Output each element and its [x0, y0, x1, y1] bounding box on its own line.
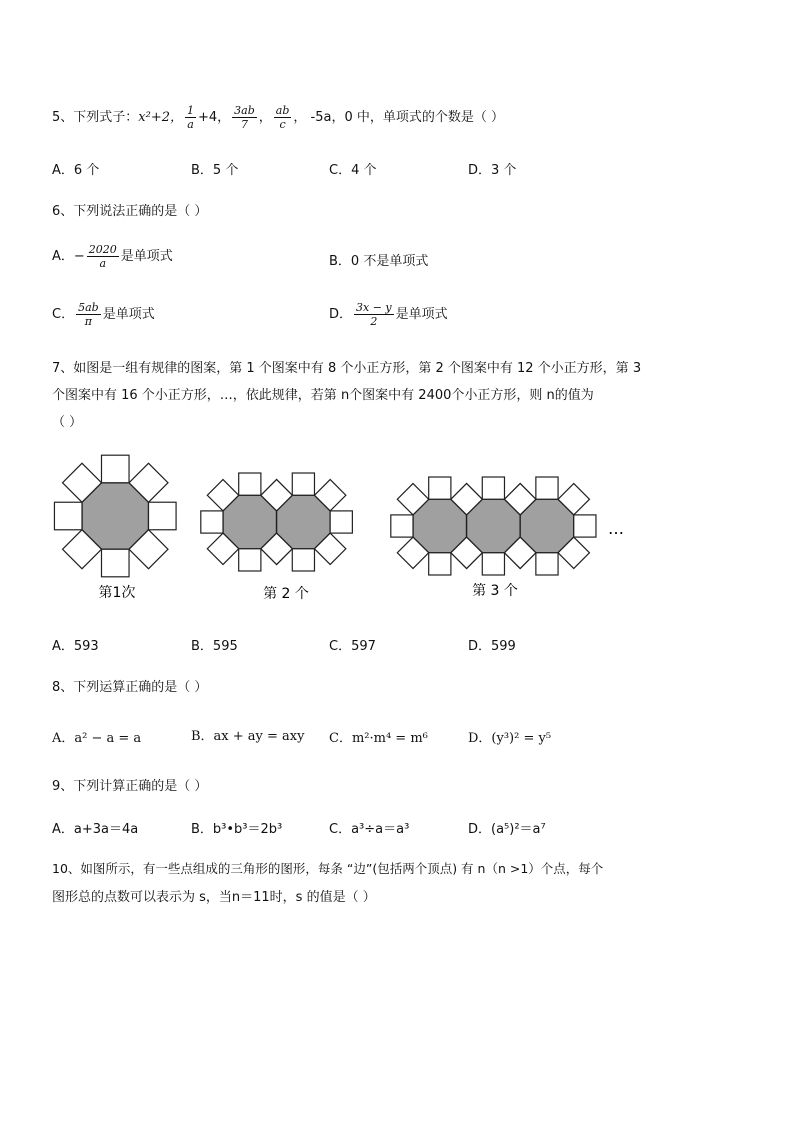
small-square [330, 511, 352, 533]
q6-d-frac [354, 301, 394, 328]
q5-frac-2-den: 7 [240, 118, 248, 131]
small-square [101, 549, 129, 577]
q6-c-den: π [84, 315, 92, 328]
small-square [429, 553, 451, 575]
q8-option-b: B．ax + ay = axy [191, 729, 305, 744]
q5-expr-1: x²+2， [138, 110, 183, 125]
q6-a-den: a [99, 257, 107, 270]
q5-sep-2: ， [293, 110, 307, 125]
pattern-2 [201, 473, 353, 571]
small-square [239, 549, 261, 571]
q6-a-label: A．− [52, 249, 85, 264]
q8-option-c: C．m²·m⁴ = m⁶ [329, 731, 428, 746]
q6-a-num: 2020 [88, 243, 117, 256]
small-square [201, 511, 223, 533]
q5-prefix: 5、下列式子： [52, 110, 139, 125]
q5-frac-3-num: ab [275, 104, 290, 117]
q6-d-den: 2 [370, 315, 378, 328]
q9-option-d: D．(a⁵)²＝a⁷ [468, 822, 546, 837]
q5-frac-1-num: 1 [187, 104, 194, 117]
q9-option-c: C．a³÷a＝a³ [329, 822, 410, 837]
pattern-ellipsis: … [608, 519, 624, 538]
question-6-stem: 6、下列说法正确的是（ ） [52, 204, 208, 219]
q5-frac-2 [232, 104, 257, 131]
pattern-3 [391, 477, 596, 575]
q6-a-tail: 是单项式 [120, 249, 173, 264]
q5-frac-1-den: a [187, 118, 194, 131]
q10-stem-line-2: 图形总的点数可以表示为 s，当n＝11时，s 的值是（ ） [52, 890, 376, 905]
q9-option-b: B．b³•b³＝2b³ [191, 822, 283, 837]
q9-option-a: A．a+3a＝4a [52, 822, 139, 837]
q7-stem-line-1: 7、如图是一组有规律的图案，第 1 个图案中有 8 个小正方形，第 2 个图案中有 12 个小正方形，第 3 [52, 361, 642, 376]
q5-frac-3 [274, 104, 292, 131]
q7-option-b: B．595 [191, 639, 238, 654]
q5-option-b: B．5 个 [191, 163, 239, 178]
q7-pattern-figure [0, 440, 794, 610]
q6-option-b: B．0 不是单项式 [329, 254, 429, 269]
q6-c-frac [76, 301, 101, 328]
small-square [101, 455, 129, 483]
q6-a-frac [87, 243, 119, 270]
q5-option-d: D．3 个 [468, 163, 517, 178]
q8-option-a: A．a² − a = a [52, 731, 142, 746]
question-5-stem [52, 104, 504, 131]
q6-d-num: 3x − y [356, 301, 392, 314]
q6-c-num: 5ab [78, 301, 99, 314]
q5-frac-3-den: c [279, 118, 286, 131]
q6-option-d [329, 300, 448, 330]
q7-option-c: C．597 [329, 639, 376, 654]
small-square [391, 515, 413, 537]
q6-d-label: D． [329, 307, 353, 322]
q7-stem-line-3: （ ） [52, 415, 83, 430]
q6-c-tail: 是单项式 [102, 307, 155, 322]
q5-suffix: -5a，0 中，单项式的个数是（ ） [306, 110, 505, 125]
q7-option-d: D．599 [468, 639, 516, 654]
q6-c-label: C． [52, 307, 75, 322]
small-square [536, 553, 558, 575]
q5-frac-2-num: 3ab [234, 104, 255, 117]
q5-option-a: A．6 个 [52, 163, 100, 178]
small-square [239, 473, 261, 495]
small-square [149, 502, 177, 530]
small-square [292, 549, 314, 571]
q6-d-tail: 是单项式 [395, 307, 448, 322]
small-square [482, 477, 504, 499]
q5-frac-1-tail: +4， [198, 110, 231, 125]
small-square [574, 515, 596, 537]
q7-option-a: A．593 [52, 639, 99, 654]
q6-option-c [52, 300, 155, 330]
q6-option-a [52, 242, 173, 272]
q5-frac-1 [185, 104, 196, 131]
pattern-1-label: 第1次 [98, 585, 136, 601]
small-square [54, 502, 82, 530]
q10-stem-line-1: 10、如图所示，有一些点组成的三角形的图形，每条 “边”(包括两个顶点) 有 n（n >1）个点，每个 [52, 861, 604, 876]
q5-option-c: C．4 个 [329, 163, 377, 178]
small-square [482, 553, 504, 575]
pattern-2-label: 第 2 个 [263, 586, 309, 602]
q8-option-d: D．(y³)² = y⁵ [468, 731, 552, 746]
q7-stem-line-2: 个图案中有 16 个小正方形，…，依此规律，若第 n个图案中有 2400个小正方形，则 n的值为 [52, 388, 594, 403]
question-9-stem: 9、下列计算正确的是（ ） [52, 779, 208, 794]
small-square [429, 477, 451, 499]
pattern-3-label: 第 3 个 [472, 583, 518, 599]
small-square [536, 477, 558, 499]
q5-sep-1: ， [258, 110, 272, 125]
question-8-stem: 8、下列运算正确的是（ ） [52, 680, 208, 695]
small-square [292, 473, 314, 495]
pattern-1 [54, 455, 176, 577]
